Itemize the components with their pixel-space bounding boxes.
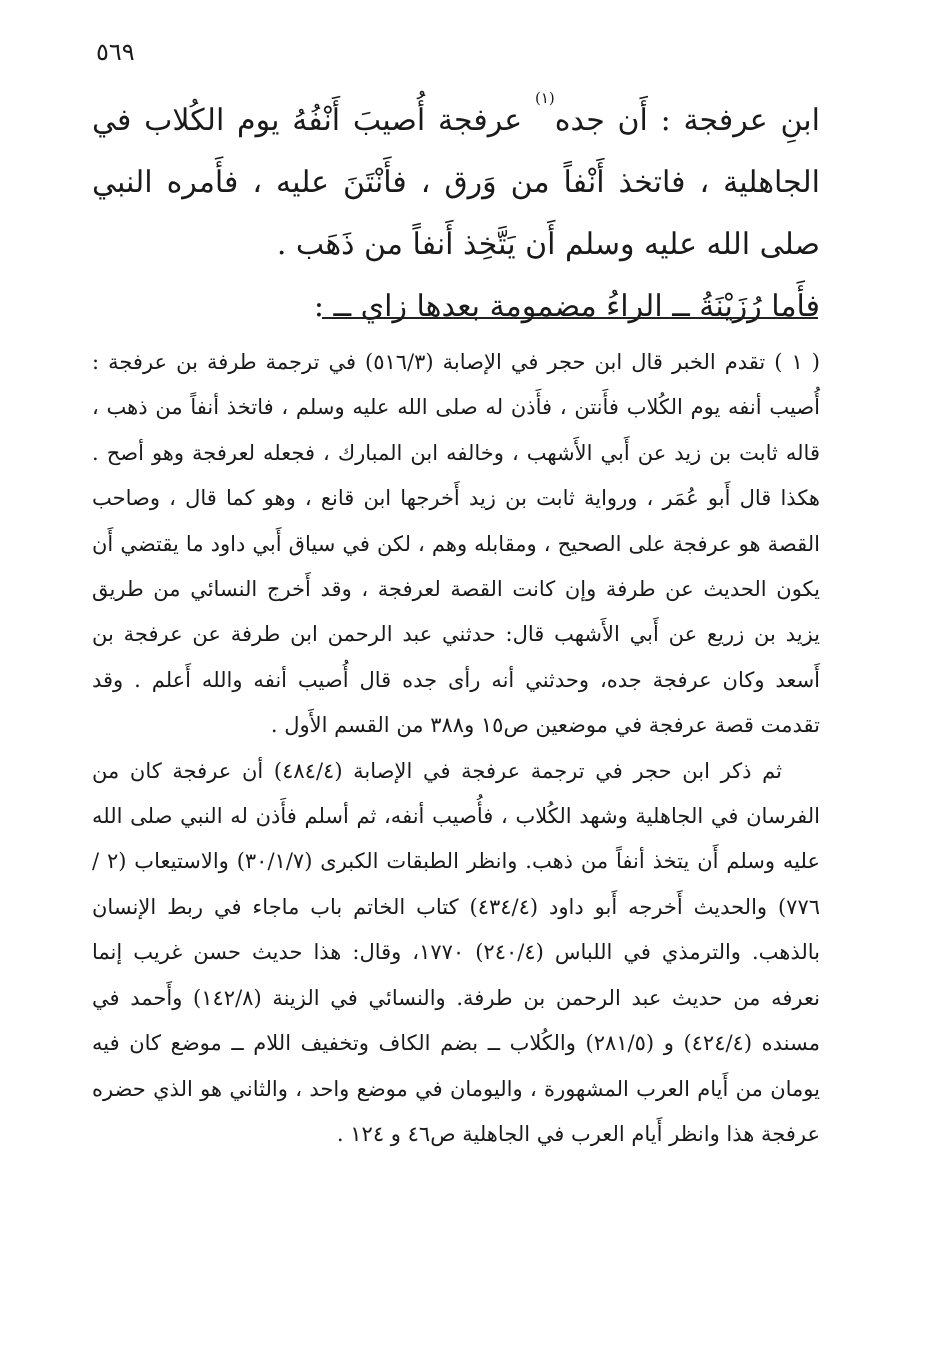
main-text (92, 90, 820, 338)
footnote-reference: (١) (534, 89, 555, 107)
footnote-separator (322, 317, 818, 319)
page-number: ٥٦٩ (96, 38, 135, 66)
main-text-part-2: عرفجة أُصيبَ أَنْفُهُ يوم الكُلاب في الجاهلية ، فاتخذ أَنْفاً من وَرق ، فأَنْتَنَ عليه ، فأَمره النبي صلى الله عليه وسلم أَن يَتَّخِذ أَنفاً من ذَهَب . (92, 103, 820, 262)
main-text-part-1: ابنِ عرفجة : أَن جده (554, 103, 820, 138)
footnote-1-continuation: ثم ذكر ابن حجر في ترجمة عرفجة في الإصابة (٤٨٤/٤) أن عرفجة كان من الفرسان في الجاهلية وشهد الكُلاب ، فأُصيب أنفه، ثم أسلم فأَذن له النبي صلى الله عليه وسلم أَن يتخذ أنفاً من ذهب. وانظر الطبقات الكبرى (٣٠/١/٧) والاستيعاب (٢ /٧٧٦) والحديث أَخرجه أَبو داود (٤٣٤/٤) كتاب الخاتم باب ماجاء في ربط الإنسان بالذهب. والترمذي في اللباس (٢٤٠/٤) ١٧٧٠، وقال: هذا حديث حسن غريب إنما نعرفه من حديث عبد الرحمن بن طرفة. والنسائي في الزينة (١٤٢/٨) وأَحمد في مسنده (٤٢٤/٤) و (٢٨١/٥) والكُلاب ــ بضم الكاف وتخفيف اللام ــ موضع كان فيه يومان من أَيام العرب المشهورة ، واليومان في موضع واحد ، والثاني هو الذي حضره عرفجة هذا وانظر أَيام العرب في الجاهلية ص٤٦ و ١٢٤ . (92, 758, 821, 1146)
main-paragraph-2: فأَما رُزَيْنَةُ ــ الراءُ مضمومة بعدها زاي ــ : (313, 289, 820, 324)
main-paragraph-1 (92, 90, 820, 276)
footnotes (92, 340, 820, 1157)
footnote-1: ( ١ ) تقدم الخبر قال ابن حجر في الإصابة (٥١٦/٣) في ترجمة طرفة بن عرفجة : أُصيب أنفه يوم الكُلاب فأَنتن ، فأَذن له صلى الله عليه وسلم ، فاتخذ أنفاً من ذهب ، قاله ثابت بن زيد عن أَبي الأَشهب ، وخالفه ابن المبارك ، فجعله لعرفجة وهو أصح . هكذا قال أَبو عُمَر ، ورواية ثابت بن زيد أَخرجها ابن قانع ، وهو كما قال ، وصاحب القصة هو عرفجة على الصحيح ، ومقابله وهم ، لكن في سياق أَبي داود ما يقتضي أَن يكون الحديث عن طرفة وإن كانت القصة لعرفجة ، وقد أَخرج النسائي من طريق يزيد بن زريع عن أَبي الأَشهب قال: حدثني عبد الرحمن ابن طرفة عن عرفجة بن أَسعد وكان عرفجة جده، وحدثني أنه رأى جده قال أُصيب أنفه والله أَعلم . وقد تقدمت قصة عرفجة في موضعين ص١٥ و٣٨٨ من القسم الأَول . (92, 350, 820, 738)
